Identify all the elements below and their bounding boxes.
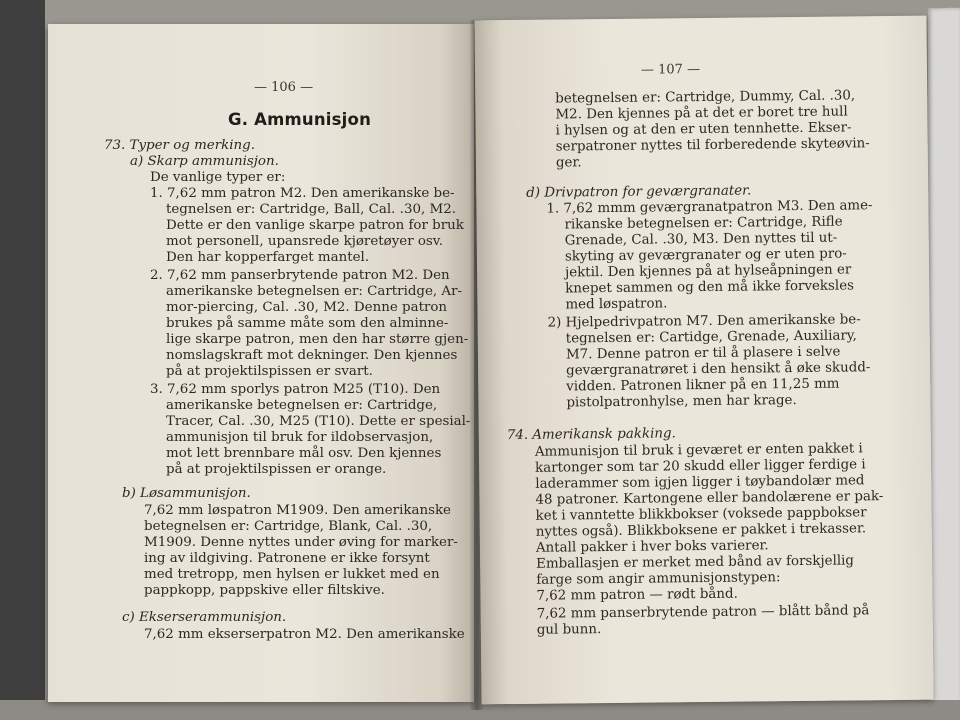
- text-line: med tretropp, men hylsen er lukket med en: [144, 567, 440, 582]
- text-line: Dette er den vanlige skarpe patron for bruk: [166, 218, 464, 233]
- left-page: [48, 24, 474, 702]
- text-line: ammunisjon til bruk for ildobservasjon,: [166, 430, 434, 445]
- text-line: ket i vanntette blikkbokser (voksede pappbokser: [535, 505, 867, 524]
- text-line: M7. Denne patron er til å plasere i selve: [565, 344, 841, 363]
- book-cover-edge: [0, 0, 45, 720]
- book-back-pages: [928, 8, 960, 709]
- text-line: d) Drivpatron for geværgranater.: [526, 183, 752, 201]
- text-line: tegnelsen er: Cartridge, Ball, Cal. .30, M2.: [166, 202, 456, 217]
- text-line: M2. Den kjennes på at det er boret tre hull: [555, 104, 848, 123]
- text-line: 48 patroner. Kartongene eller bandolærene er pak-: [535, 489, 884, 508]
- text-line: jektil. Den kjennes på at hylseåpningen er: [565, 262, 852, 281]
- text-line: amerikanske betegnelsen er: Cartridge,: [166, 398, 438, 413]
- text-line: serpatroner nyttes til forberedende skyteøvin-: [555, 136, 870, 155]
- right-page: [474, 16, 933, 705]
- text-line: M1909. Denne nyttes under øving for marker-: [144, 535, 458, 550]
- text-line: 73. Typer og merking.: [104, 138, 255, 153]
- text-line: 7,62 mm patron — rødt bånd.: [536, 586, 738, 604]
- text-line: mot lett brennbare mål osv. Den kjennes: [166, 446, 442, 461]
- text-line: 1. 7,62 mm patron M2. Den amerikanske be-: [150, 186, 455, 201]
- text-line: mot personell, upansrede kjøretøyer osv.: [166, 234, 444, 249]
- text-line: 74. Amerikansk pakking.: [506, 426, 676, 444]
- section-heading: G. Ammunisjon: [228, 110, 372, 129]
- text-line: Tracer, Cal. .30, M25 (T10). Dette er spesial-: [166, 414, 471, 429]
- text-line: ing av ildgiving. Patronene er ikke forsynt: [144, 551, 430, 566]
- page-number-right: — 107 —: [640, 62, 701, 78]
- text-line: laderammer som igjen ligger i tøybandolær med: [535, 473, 865, 492]
- text-line: Emballasjen er merket med bånd av forskjellig: [536, 553, 855, 572]
- text-line: nomslagskraft mot dekninger. Den kjennes: [166, 348, 458, 363]
- text-line: brukes på samme måte som den alminne-: [166, 316, 449, 331]
- text-line: skyting av geværgranater og er uten pro-: [564, 246, 847, 265]
- text-line: pistolpatronhylse, men har krage.: [566, 393, 797, 411]
- text-line: gul bunn.: [536, 622, 602, 638]
- text-line: Antall pakker i hver boks varierer.: [535, 538, 769, 556]
- text-line: Ammunisjon til bruk i geværet er enten pakket i: [534, 441, 863, 460]
- text-line: farge som angir ammunisjonstypen:: [536, 570, 781, 588]
- text-line: nyttes også). Blikkboksene er pakket i trekasser.: [535, 521, 867, 540]
- text-line: betegnelsen er: Cartridge, Dummy, Cal. .30,: [555, 88, 856, 107]
- text-line: tegnelsen er: Cartidge, Grenade, Auxiliary,: [565, 328, 857, 347]
- text-line: Den har kopperfarget mantel.: [166, 250, 370, 265]
- text-line: kartonger som tar 20 skudd eller ligger ferdige i: [535, 457, 866, 476]
- text-line: betegnelsen er: Cartridge, Blank, Cal. .30,: [144, 519, 433, 534]
- text-line: 1. 7,62 mmm geværgranatpatron M3. Den ame-: [546, 198, 873, 217]
- text-line: 7,62 mm løspatron M1909. Den amerikanske: [144, 503, 451, 518]
- text-line: a) Skarp ammunisjon.: [130, 154, 279, 169]
- text-line: 7,62 mm panserbrytende patron — blått bånd på: [536, 603, 870, 622]
- text-line: pappkopp, pappskive eller filtskive.: [144, 583, 385, 598]
- text-line: b) Løsammunisjon.: [122, 486, 251, 501]
- text-line: ger.: [555, 155, 582, 171]
- text-line: på at projektilspissen er svart.: [166, 364, 373, 379]
- text-line: knepet sammen og den må ikke forveksles: [565, 278, 855, 297]
- text-line: c) Ekserserammunisjon.: [122, 610, 287, 625]
- text-line: 2. 7,62 mm panserbrytende patron M2. Den: [150, 268, 450, 283]
- text-line: lige skarpe patron, men den har større gjen-: [166, 332, 469, 347]
- text-line: rikanske betegnelsen er: Cartridge, Rifle: [564, 214, 843, 233]
- text-line: 2) Hjelpedrivpatron M7. Den amerikanske be-: [547, 312, 861, 331]
- text-line: vidden. Patronen likner på en 11,25 mm: [566, 376, 840, 395]
- text-line: De vanlige typer er:: [150, 170, 286, 185]
- text-line: Grenade, Cal. .30, M3. Den nyttes til ut-: [564, 230, 838, 249]
- text-line: på at projektilspissen er orange.: [166, 462, 387, 477]
- page-number-left: — 106 —: [254, 80, 314, 95]
- text-line: 3. 7,62 mm sporlys patron M25 (T10). Den: [150, 382, 441, 397]
- text-line: mor-piercing, Cal. .30, M2. Denne patron: [166, 300, 448, 315]
- text-line: med løspatron.: [565, 296, 668, 313]
- text-line: i hylsen og at den er uten tennhette. Ekser-: [555, 120, 852, 139]
- text-line: 7,62 mm ekserserpatron M2. Den amerikanske: [144, 627, 465, 642]
- text-line: geværgranatrøret i den hensikt å øke skudd-: [566, 360, 871, 379]
- text-line: amerikanske betegnelsen er: Cartridge, Ar-: [166, 284, 463, 299]
